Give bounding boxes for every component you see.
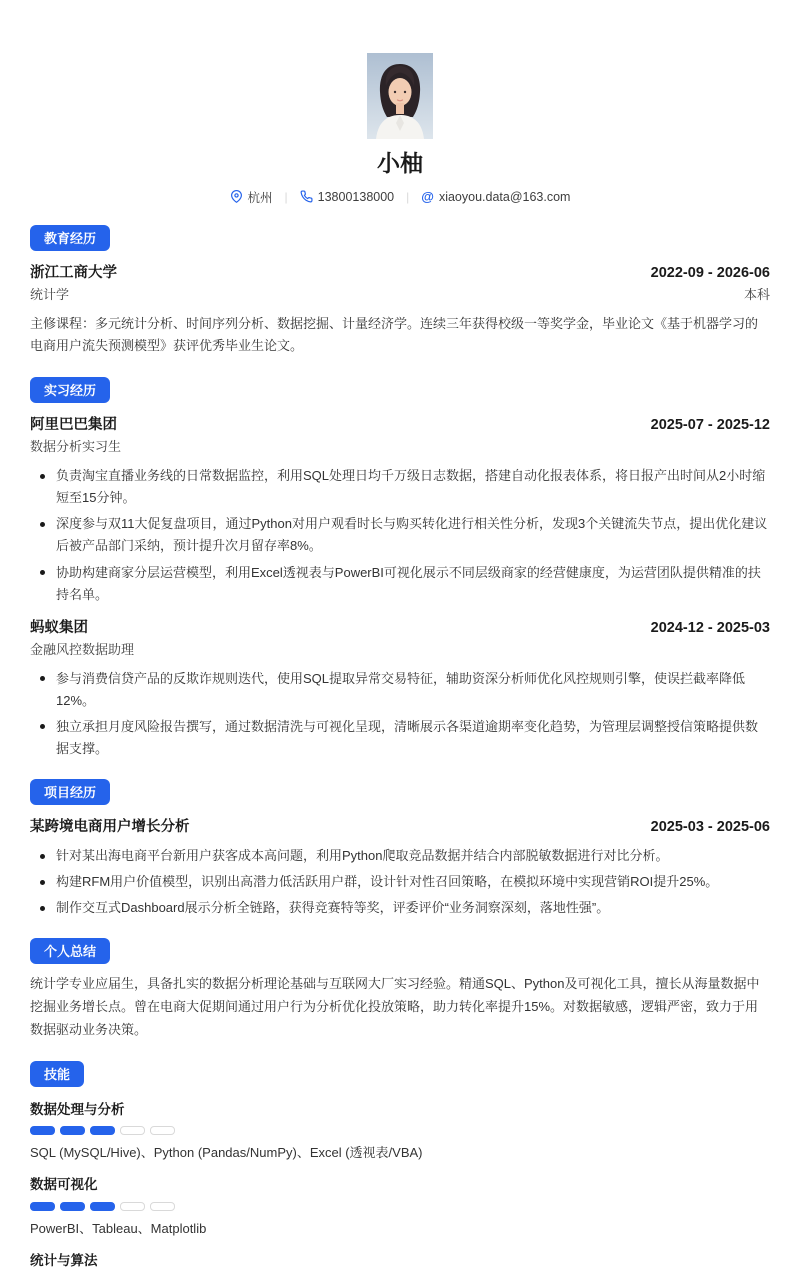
section-badge-internship: 实习经历 [30,377,110,403]
bullet-item: 深度参与双11大促复盘项目，通过Python对用户观看时长与购买转化进行相关性分析，发现3个关键流失节点，提出优化建议后被产品部门采纳，预计提升次月留存率8%。 [30,513,770,557]
contact-email [421,190,570,204]
project-bullet-list [30,845,770,919]
project-name: 某跨境电商用户增长分析 [30,819,190,836]
profile-photo [367,53,433,139]
internship-bullet-list [30,465,770,606]
company-name: 阿里巴巴集团 [30,417,117,434]
internship-entry [30,619,770,760]
bullet-item: 负责淘宝直播业务线的日常数据监控，利用SQL处理日均千万级日志数据，搭建自动化报表体系，将日报产出时间从2小时缩短至15分钟。 [30,465,770,509]
section-skills [30,1061,770,1270]
skill-group [30,1176,770,1238]
section-badge-summary: 个人总结 [30,938,110,964]
internship-period: 2024-12 - 2025-03 [650,619,770,636]
bullet-item: 协助构建商家分层运营模型，利用Excel透视表与PowerBI可视化展示不同层级商家的经营健康度，为运营团队提供精准的扶持名单。 [30,562,770,606]
skill-level-bars [30,1126,770,1135]
skill-level-segment [30,1126,55,1135]
internship-entry-sub [30,439,770,456]
profile-photo-illustration [367,53,433,139]
skill-level-segment [150,1126,175,1135]
internship-entry-sub [30,642,770,659]
section-project [30,779,770,919]
bullet-item: 构建RFM用户价值模型，识别出高潜力低活跃用户群，设计针对性召回策略，在模拟环境中实现营销ROI提升25%。 [30,871,770,893]
section-badge-skills: 技能 [30,1061,84,1087]
contact-divider: | [406,189,410,204]
skill-group-title: 数据可视化 [30,1177,98,1193]
internship-bullet-list [30,668,770,760]
section-badge-education: 教育经历 [30,225,110,251]
candidate-name: 小柚 [377,150,423,176]
project-entry [30,818,770,919]
education-entry-sub [30,287,770,304]
skill-level-segment [150,1202,175,1211]
skill-level-segment [120,1202,145,1211]
project-entry-head [30,818,770,836]
skill-group [30,1101,770,1163]
contact-row [30,188,770,206]
school-name: 浙江工商大学 [30,264,117,281]
internship-entry-head [30,416,770,434]
company-name: 蚂蚁集团 [30,619,88,636]
contact-divider: | [284,189,288,204]
internship-role: 金融风控数据助理 [30,641,135,657]
summary-text: 统计学专业应届生，具备扎实的数据分析理论基础与互联网大厂实习经验。精通SQL、Python及可视化工具，擅长从海量数据中挖掘业务增长点。曾在电商大促期间通过用户行为分析优化投放策略，助力转化率提升15%。对数据敏感，逻辑严密，致力于用数据驱动业务决策。 [30,976,760,1037]
education-description: 主修课程：多元统计分析、时间序列分析、数据挖掘、计量经济学。连续三年获得校级一等奖学金，毕业论文《基于机器学习的电商用户流失预测模型》获评优秀毕业生论文。 [30,315,759,354]
resume-header [30,0,770,206]
contact-phone-text: 13800138000 [317,189,395,204]
skill-group-title: 数据处理与分析 [30,1101,125,1117]
contact-location-text: 杭州 [247,190,273,205]
skill-level-segment [60,1126,85,1135]
internship-entry [30,416,770,606]
location-icon [230,190,243,203]
internship-entry-head [30,619,770,637]
bullet-item: 参与消费信贷产品的反欺诈规则迭代，使用SQL提取异常交易特征，辅助资深分析师优化风控规则引擎，使误拦截率降低12%。 [30,668,770,712]
skill-level-segment [120,1126,145,1135]
bullet-item: 独立承担月度风险报告撰写，通过数据清洗与可视化呈现，清晰展示各渠道逾期率变化趋势，为管理层调整授信策略提供数据支撑。 [30,716,770,760]
bullet-item: 制作交互式Dashboard展示分析全链路，获得竞赛特等奖，评委评价“业务洞察深刻，落地性强”。 [30,897,770,919]
internship-role: 数据分析实习生 [30,439,122,455]
skill-group [30,1252,770,1270]
skill-level-segment [90,1126,115,1135]
education-degree: 本科 [743,286,770,302]
skill-level-segment [60,1202,85,1211]
section-internship [30,377,770,760]
skill-level-bars [30,1202,770,1211]
email-icon: @ [421,189,434,205]
contact-phone [300,190,394,204]
skill-group-title: 统计与算法 [30,1253,98,1269]
internship-period: 2025-07 - 2025-12 [650,417,770,434]
section-summary [30,938,770,1041]
section-education [30,225,770,359]
project-period: 2025-03 - 2025-06 [650,819,770,836]
section-badge-project: 项目经历 [30,779,110,805]
phone-icon [300,190,313,203]
skill-level-segment [30,1202,55,1211]
contact-location [230,188,273,206]
contact-email-text: xiaoyou.data@163.com [438,189,571,204]
skill-group-items: SQL (MySQL/Hive)、Python (Pandas/NumPy)、Excel (透视表/VBA) [30,1145,423,1161]
skill-level-segment [90,1202,115,1211]
bullet-item: 针对某出海电商平台新用户获客成本高问题，利用Python爬取竞品数据并结合内部脱敏数据进行对比分析。 [30,845,770,867]
education-major: 统计学 [30,286,70,302]
skill-group-items: PowerBI、Tableau、Matplotlib [30,1221,207,1237]
education-period: 2022-09 - 2026-06 [650,264,770,281]
education-entry-head [30,264,770,282]
